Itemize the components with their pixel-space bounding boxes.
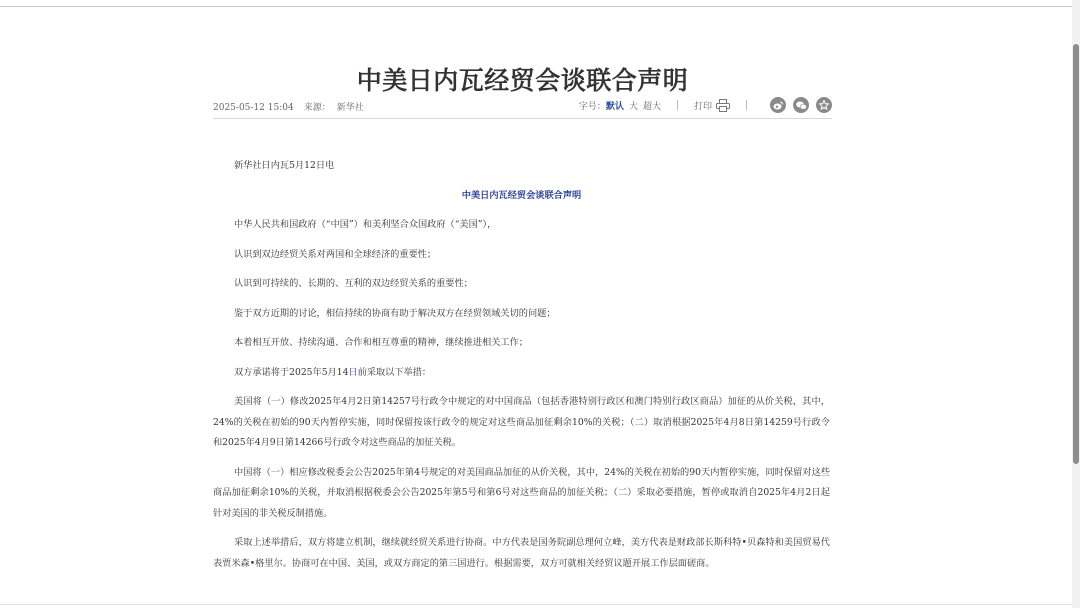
- statement-subtitle: 中美日内瓦经贸会谈联合声明: [461, 189, 582, 201]
- top-divider: [0, 6, 1074, 7]
- bottom-divider: [0, 604, 1072, 605]
- article-meta-info: [213, 100, 374, 113]
- article-tools: [579, 96, 832, 114]
- article-title: 中美日内瓦经贸会谈联合声明: [356, 65, 689, 95]
- paragraph: 中国将（一）相应修改税委会公告2025年第4号规定的对美国商品加征的从价关税，其中，24%的关税在初始的90天内暂停实施，同时保留对这些商品加征剩余10%的关税，并取消根据税委会公告2025年第5号和第6号对这些商品的加征关税；（二）采取必要措施，暂停或取消自2025年4月2日起针对美国的非关税反制措施。: [213, 466, 830, 519]
- paragraph: 中华人民共和国政府（“中国”）和美利坚合众国政府（“美国”），: [234, 219, 497, 230]
- weibo-icon[interactable]: [770, 97, 786, 113]
- paragraph: 认识到双边经贸关系对两国和全球经济的重要性；: [234, 248, 437, 260]
- toolbar-divider: [677, 100, 678, 110]
- scrollbar-thumb[interactable]: [1073, 44, 1079, 464]
- font-size-xlarge[interactable]: 超大: [642, 101, 661, 112]
- article-body: [213, 153, 830, 583]
- paragraph: 采取上述举措后，双方将建立机制，继续就经贸关系进行协商。中方代表是国务院副总理何立峰，美方代表是财政部长斯科特•贝森特和美国贸易代表贾米森•格里尔。协商可在中国、美国，或双方商定的第三国进行。根据需要，双方可就相关经贸议题开展工作层面磋商。: [213, 537, 830, 569]
- wechat-icon[interactable]: [793, 97, 809, 113]
- paragraph: 双方承诺将于2025年5月14日前采取以下举措：: [234, 366, 432, 378]
- article-dateline: 新华社日内瓦5月12日电: [234, 160, 335, 171]
- font-size-default[interactable]: 默认: [605, 101, 624, 112]
- page-scrollbar[interactable]: [1072, 0, 1080, 608]
- source-label: 来源：: [303, 103, 331, 113]
- print-button[interactable]: [694, 99, 730, 112]
- paragraph: 认识到可持续的、长期的、互利的双边经贸关系的重要性；: [234, 278, 473, 289]
- source-name: 新华社: [336, 103, 364, 113]
- paragraph: 鉴于双方近期的讨论，相信持续的协商有助于解决双方在经贸领域关切的问题；: [234, 307, 556, 319]
- print-label: 打印: [693, 101, 712, 112]
- paragraph: 本着相互开放、持续沟通、合作和相互尊重的精神，继续推进相关工作；: [234, 337, 528, 348]
- article-meta-bar: [213, 96, 832, 119]
- font-size-large[interactable]: 大: [628, 101, 638, 112]
- favorite-icon[interactable]: [816, 97, 832, 113]
- printer-icon: [716, 99, 730, 112]
- paragraph: 美国将（一）修改2025年4月2日第14257号行政令中规定的对中国商品（包括香港特别行政区和澳门特别行政区商品）加征的从价关税，其中，24%的关税在初始的90天内暂停实施，同时保留按该行政令的规定对这些商品加征剩余10%的关税；（二）取消根据2025年4月8日第14259号行政令和2025年4月9日第14266号行政令对这些商品的加征关税。: [213, 396, 830, 448]
- publish-datetime: 2025-05-12 15:04: [213, 103, 294, 113]
- font-size-label: 字号：: [578, 101, 606, 112]
- toolbar-divider: [746, 100, 747, 110]
